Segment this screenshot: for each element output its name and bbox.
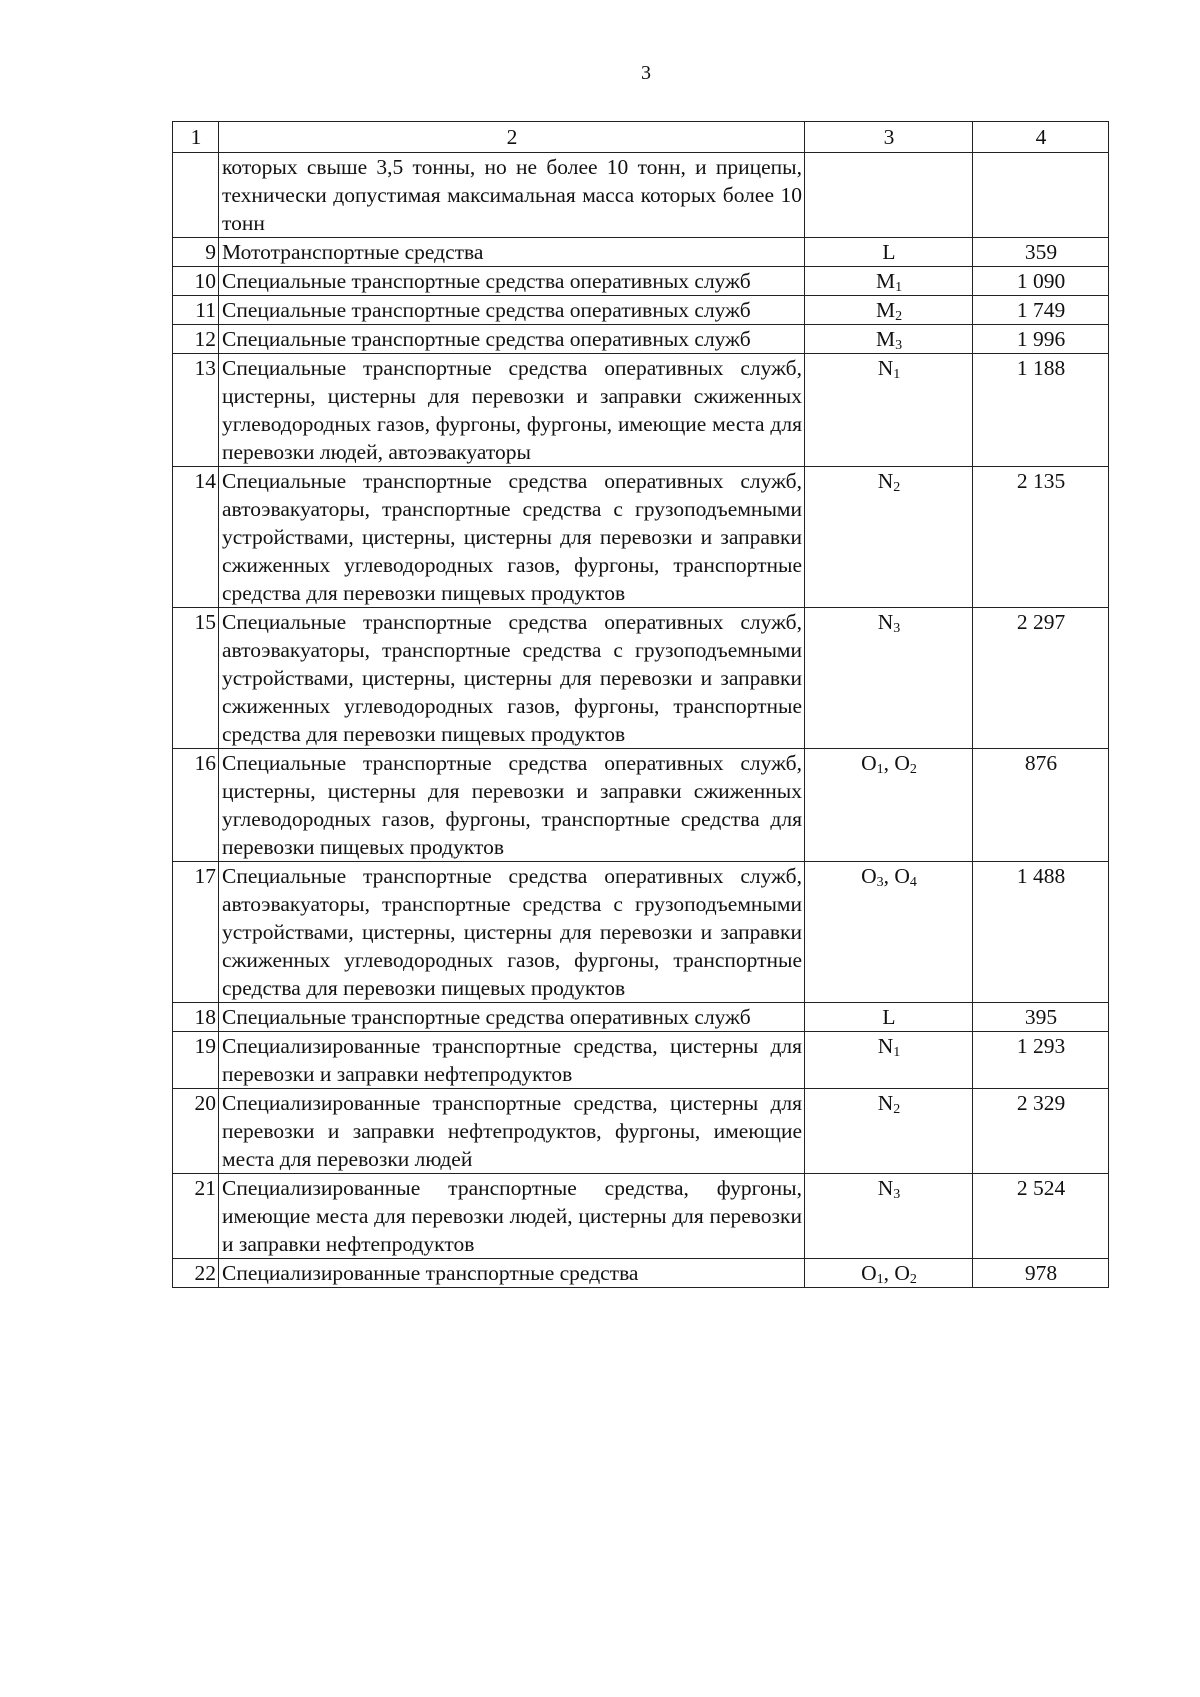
vehicle-category-table: [172, 121, 1109, 1288]
category-letter: N: [877, 1091, 894, 1115]
row-value: 978: [973, 1259, 1109, 1288]
table-row: [173, 238, 1109, 267]
category-index: 3: [895, 338, 903, 353]
category-letter: M: [875, 298, 896, 322]
row-value: 359: [973, 238, 1109, 267]
category-index-2: 2: [909, 762, 917, 777]
row-category: [805, 467, 973, 608]
row-description: Специальные транспортные средства оперативных служб, автоэвакуаторы, транспортные средства с грузоподъемными устройствами, цистерны, цистерны для перевозки и заправки сжиженных углеводородных газов, фургоны, транспортные средства для перевозки пищевых продуктов: [219, 608, 805, 749]
category-index: 2: [893, 480, 901, 495]
category-separator: ,: [883, 1261, 895, 1285]
category-letter-2: O: [894, 751, 910, 775]
table-row: [173, 267, 1109, 296]
category-index-2: 4: [909, 875, 917, 890]
row-description: Специализированные транспортные средства, цистерны для перевозки и заправки нефтепродуктов: [219, 1032, 805, 1089]
category-index: 1: [893, 1045, 901, 1060]
row-description: Специальные транспортные средства оперативных служб, цистерны, цистерны для перевозки и заправки сжиженных углеводородных газов, фургоны, фургоны, имеющие места для перевозки людей, автоэвакуаторы: [219, 354, 805, 467]
table-row: [173, 1259, 1109, 1288]
row-description: Специальные транспортные средства оперативных служб, автоэвакуаторы, транспортные средства с грузоподъемными устройствами, цистерны, цистерны для перевозки и заправки сжиженных углеводородных газов, фургоны, транспортные средства для перевозки пищевых продуктов: [219, 862, 805, 1003]
row-description: Специализированные транспортные средства: [219, 1259, 805, 1288]
row-category: [805, 1032, 973, 1089]
header-col-4: 4: [973, 122, 1109, 153]
table-row: [173, 749, 1109, 862]
row-number: 11: [173, 296, 219, 325]
category-index: 2: [893, 1102, 901, 1117]
category-index: 1: [876, 762, 884, 777]
header-col-2: 2: [219, 122, 805, 153]
category-letter: O: [861, 751, 877, 775]
category-letter: N: [877, 356, 894, 380]
row-description: Специализированные транспортные средства, фургоны, имеющие места для перевозки людей, цистерны для перевозки и заправки нефтепродуктов: [219, 1174, 805, 1259]
category-letter-2: O: [894, 864, 910, 888]
table-row: [173, 1032, 1109, 1089]
category-letter: N: [877, 469, 894, 493]
row-description: Специальные транспортные средства оперативных служб: [219, 1003, 805, 1032]
row-category: [805, 296, 973, 325]
category-letter: N: [877, 610, 894, 634]
category-letter: M: [875, 269, 896, 293]
row-category: [805, 153, 973, 238]
category-index: 1: [876, 1272, 884, 1287]
row-description: Специальные транспортные средства оперативных служб, автоэвакуаторы, транспортные средства с грузоподъемными устройствами, цистерны, цистерны для перевозки и заправки сжиженных углеводородных газов, фургоны, транспортные средства для перевозки пищевых продуктов: [219, 467, 805, 608]
row-category: [805, 1003, 973, 1032]
table-header-row: [173, 122, 1109, 153]
row-number: 13: [173, 354, 219, 467]
table-row: [173, 153, 1109, 238]
row-number: 16: [173, 749, 219, 862]
category-letter: O: [861, 1261, 877, 1285]
category-letter: L: [882, 1005, 896, 1029]
category-letter: M: [875, 327, 896, 351]
row-number: 12: [173, 325, 219, 354]
row-number: 22: [173, 1259, 219, 1288]
row-number: 17: [173, 862, 219, 1003]
table-row: [173, 608, 1109, 749]
row-description: Специализированные транспортные средства, цистерны для перевозки и заправки нефтепродуктов, фургоны, имеющие места для перевозки людей: [219, 1089, 805, 1174]
category-index: 3: [893, 621, 901, 636]
row-category: [805, 1089, 973, 1174]
row-category: [805, 1259, 973, 1288]
row-category: [805, 749, 973, 862]
row-description: которых свыше 3,5 тонны, но не более 10 тонн, и прицепы, технически допустимая максимальная масса которых более 10 тонн: [219, 153, 805, 238]
page-number: 3: [641, 62, 651, 84]
row-value: 2 297: [973, 608, 1109, 749]
category-letter: L: [882, 240, 896, 264]
category-index: 3: [876, 875, 884, 890]
category-index: 2: [895, 309, 903, 324]
row-number: 10: [173, 267, 219, 296]
row-value: 2 329: [973, 1089, 1109, 1174]
category-index: 3: [893, 1187, 901, 1202]
row-value: 876: [973, 749, 1109, 862]
row-number: 14: [173, 467, 219, 608]
row-description: Специальные транспортные средства оперативных служб, цистерны, цистерны для перевозки и заправки сжиженных углеводородных газов, фургоны, транспортные средства для перевозки пищевых продуктов: [219, 749, 805, 862]
table-row: [173, 1174, 1109, 1259]
header-col-1: 1: [173, 122, 219, 153]
row-category: [805, 1174, 973, 1259]
category-index-2: 2: [909, 1272, 917, 1287]
table-row: [173, 862, 1109, 1003]
row-category: [805, 354, 973, 467]
category-separator: ,: [883, 864, 895, 888]
row-value: [973, 153, 1109, 238]
row-description: Специальные транспортные средства оперативных служб: [219, 267, 805, 296]
row-number: 20: [173, 1089, 219, 1174]
row-description: Мототранспортные средства: [219, 238, 805, 267]
row-value: 1 188: [973, 354, 1109, 467]
row-category: [805, 862, 973, 1003]
row-value: 2 135: [973, 467, 1109, 608]
table-row: [173, 354, 1109, 467]
category-letter: N: [877, 1176, 894, 1200]
row-category: [805, 238, 973, 267]
row-category: [805, 608, 973, 749]
table-body: [173, 122, 1109, 1288]
category-index: 1: [895, 280, 903, 295]
table-row: [173, 1003, 1109, 1032]
row-value: 395: [973, 1003, 1109, 1032]
row-value: 1 749: [973, 296, 1109, 325]
row-value: 1 996: [973, 325, 1109, 354]
table-row: [173, 467, 1109, 608]
row-value: 1 090: [973, 267, 1109, 296]
row-number: 9: [173, 238, 219, 267]
category-letter-2: O: [894, 1261, 910, 1285]
row-value: 1 293: [973, 1032, 1109, 1089]
table-row: [173, 296, 1109, 325]
row-description: Специальные транспортные средства оперативных служб: [219, 296, 805, 325]
row-category: [805, 325, 973, 354]
row-number: 15: [173, 608, 219, 749]
header-col-3: 3: [805, 122, 973, 153]
table-row: [173, 325, 1109, 354]
row-description: Специальные транспортные средства оперативных служб: [219, 325, 805, 354]
table-row: [173, 1089, 1109, 1174]
category-separator: ,: [883, 751, 895, 775]
row-value: 2 524: [973, 1174, 1109, 1259]
row-category: [805, 267, 973, 296]
category-letter: O: [861, 864, 877, 888]
category-letter: N: [877, 1034, 894, 1058]
row-value: 1 488: [973, 862, 1109, 1003]
row-number: 21: [173, 1174, 219, 1259]
row-number: 18: [173, 1003, 219, 1032]
row-number: [173, 153, 219, 238]
row-number: 19: [173, 1032, 219, 1089]
category-index: 1: [893, 367, 901, 382]
